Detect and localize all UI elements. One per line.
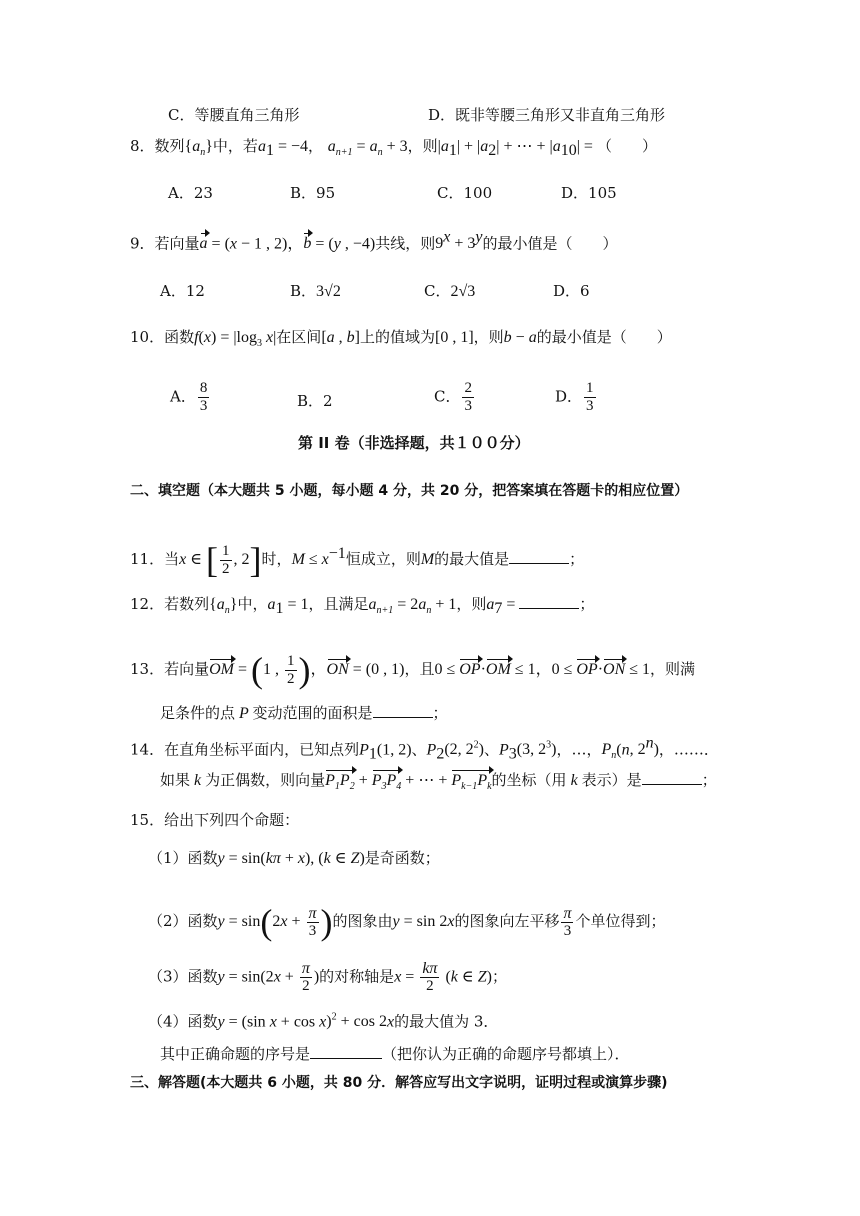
q11-prefix: 11．当 xyxy=(130,550,180,568)
q15-p4a: （4）函数 xyxy=(148,1012,218,1031)
q11-text: 恒成立，则 xyxy=(345,550,421,568)
question-14-line2: 如果 k 为正偶数，则向量$P_1P_2 + P_3P_4$ + ⋯ + $P_{k-1}P_k$的坐标（用 k 表示）是 ； xyxy=(160,770,717,797)
q12-text: 中， xyxy=(237,595,268,613)
section-2-header: 二、填空题（本大题共 5 小题，每小题 4 分，共 20 分，把答案填在答题卡的相应位置） xyxy=(130,483,689,499)
q8-text: 中，若 xyxy=(212,137,258,155)
q13-answer-blank[interactable] xyxy=(373,703,433,718)
part2-title: 第 II 卷（非选择题，共１００分） xyxy=(298,434,530,452)
q9-prefix: 9．若向量 xyxy=(130,234,200,253)
q13-line2a: 足条件的点 xyxy=(160,704,236,722)
q13-and: ，且 xyxy=(404,660,435,678)
section-3-header: 三、解答题(本大题共 6 小题，共 80 分．解答应写出文字说明，证明过程或演算步骤) xyxy=(130,1075,668,1091)
question-11: 11．当x ∈ [ $\frac{1}{2}$ , 2]时，$M \le x^{-1}$恒成立，则M的最大值是 ； xyxy=(130,540,585,580)
q15-p1a: （1）函数 xyxy=(148,849,218,867)
q13-end: ； xyxy=(432,704,448,722)
q14-sep-2: 、 xyxy=(483,740,499,759)
q12-then: ，则 xyxy=(456,595,487,613)
q14-sep-1: 、 xyxy=(411,740,427,759)
q11-tail: 的最大值是 xyxy=(434,550,510,568)
q10-tail: 的最小值是（ ） xyxy=(536,328,672,346)
q8-option-b: B．95 xyxy=(290,184,336,202)
q11-when: 时， xyxy=(261,550,292,568)
q15-p2b: 的图象由 xyxy=(332,912,393,930)
q14-answer-blank[interactable] xyxy=(642,770,702,785)
q14-line2c: 的坐标（用 xyxy=(491,771,567,789)
q10-option-d-label: D． xyxy=(555,387,583,406)
q10-range-text: 上的值域为 xyxy=(359,328,435,346)
question-13: 13．若向量OM = (1 , $\frac{1}{2}$ )，ON = (0 , 1)，且0 ≤ OP·OM ≤ 1，0 ≤ OP·ON ≤ 1，则满 xyxy=(130,650,696,690)
q15-proposition-3: （3）函数y = sin(2x + $\frac{\pi}{2}$ )的对称轴是x = $\frac{k\pi}{2}$ (k ∈ Z)； xyxy=(148,960,507,994)
q10-option-a-label: A． xyxy=(170,387,196,406)
q12-answer-blank[interactable] xyxy=(519,594,579,609)
q10-option-c: C． $\frac{2}{3}$ xyxy=(434,380,472,414)
q10-prefix: 10．函数 xyxy=(130,328,195,346)
q7-option-c: C．等腰直角三角形 xyxy=(168,106,300,124)
q15-conclusion-text: 其中正确命题的序号是 xyxy=(160,1045,311,1063)
question-8: 8．数列$\{a_n\}$中，若$a_1 = -4$， $a_{n+1} = a_n + 3$，则$|a_1| + |a_2|$ + ⋯ + $|a_{10}|$ = （ ） xyxy=(130,137,657,159)
question-13-line2: 足条件的点 P 变动范围的面积是 ； xyxy=(160,704,448,722)
q8-then: ，则 xyxy=(407,137,438,155)
q9-text: 共线，则 xyxy=(375,234,436,253)
q8-prefix: 8．数列 xyxy=(130,137,185,155)
question-14: 14．在直角坐标平面内，已知点列$P_1(1$, 2)、$P_2(2$, $2^2$)、$P_3(3$, $2^3$)，…，$P_n(n$, 2$^n$)，……． xyxy=(130,735,719,763)
q13-tail: ，则满 xyxy=(650,660,696,678)
q15-p2a: （2）函数 xyxy=(148,912,218,930)
q13-line2b: 变动范围的面积是 xyxy=(252,704,373,722)
q14-end: ； xyxy=(701,771,717,789)
question-9: 9．若向量a = (x − 1 , 2)，b = (y , −4)共线，则$9^x + 3^y$的最小值是（ ） xyxy=(130,229,618,253)
question-12: 12．若数列$\{a_n\}$中，$a_1 = 1$，且满足$a_{n+1} = 2a_n + 1$，则$a_7$ = ； xyxy=(130,595,595,617)
q11-answer-blank[interactable] xyxy=(509,549,569,564)
q12-prefix: 12．若数列 xyxy=(130,595,210,613)
q12-cond: ，且满足 xyxy=(308,595,369,613)
q8-paren: （ ） xyxy=(596,137,657,155)
q15-proposition-1: （1）函数y = sin(kπ + x), (k ∈ Z)是奇函数； xyxy=(148,849,440,867)
q12-end: ； xyxy=(579,595,595,613)
q15-p2c: 的图象向左平移 xyxy=(454,912,560,930)
q7-option-d: D．既非等腰三角形又非直角三角形 xyxy=(428,106,666,124)
q9-option-c: C．2√3 xyxy=(424,282,476,300)
q15-conclusion-tail: （把你认为正确的命题序号都填上）． xyxy=(382,1045,630,1063)
q11-end: ； xyxy=(569,550,585,568)
q15-proposition-2: （2）函数y = sin(2x + $\frac{\pi}{3}$ )的图象由y = sin 2x的图象向左平移 $\frac{\pi}{3}$ 个单位得到； xyxy=(148,902,666,942)
q14-prefix: 14．在直角坐标平面内，已知点列 xyxy=(130,740,360,759)
q9-option-d: D．6 xyxy=(553,282,590,300)
q9-option-a: A．12 xyxy=(160,282,205,300)
q15-answer-blank[interactable] xyxy=(310,1044,382,1059)
q10-option-b: B．2 xyxy=(297,392,333,410)
question-10: 10．函数$f(x) = |\log_3$ x|在区间[a , b]上的值域为[0 , 1]，则b − a的最小值是（ ） xyxy=(130,328,672,350)
q9-option-b-label: B． xyxy=(290,282,317,300)
q14-line2b: 为正偶数，则向量 xyxy=(205,771,326,789)
q9-option-b: B．3√2 xyxy=(290,282,341,300)
q15-p2d: 个单位得到； xyxy=(575,912,666,930)
q13-prefix: 13．若向量 xyxy=(130,660,210,678)
q10-interval-text: 在区间 xyxy=(276,328,322,346)
q8-option-c: C．100 xyxy=(437,184,493,202)
q8-comma: ， xyxy=(307,137,323,155)
q14-dots: ，……． xyxy=(658,740,719,759)
q14-line2d: 表示）是 xyxy=(581,771,642,789)
q15-conclusion xyxy=(160,1044,630,1064)
q10-option-c-label: C． xyxy=(434,387,461,406)
q15-p3c: ； xyxy=(491,967,507,986)
q15-p3b: 的对称轴是 xyxy=(319,967,395,986)
q9-tail: 的最小值是（ ） xyxy=(482,234,618,253)
q8-option-d: D．105 xyxy=(561,184,617,202)
q15-p3a: （3）函数 xyxy=(148,967,218,986)
q10-option-a: A． $\frac{8}{3}$ xyxy=(170,380,208,414)
q10-then: ，则 xyxy=(473,328,504,346)
q8-option-a: A．23 xyxy=(168,184,213,202)
q9-option-c-label: C． xyxy=(424,282,451,300)
q10-option-d: D． $\frac{1}{3}$ xyxy=(555,380,594,414)
q15-proposition-4: （4）函数y = (sin x + cos x)$^2$ + cos 2x的最大值为 3． xyxy=(148,1012,499,1031)
question-15-title: 15．给出下列四个命题： xyxy=(130,811,300,829)
q14-comma: ，…， xyxy=(556,740,602,759)
q15-p4b: 的最大值为 3． xyxy=(394,1012,499,1031)
q15-p1b: 是奇函数； xyxy=(364,849,440,867)
q14-line2a: 如果 xyxy=(160,771,191,789)
